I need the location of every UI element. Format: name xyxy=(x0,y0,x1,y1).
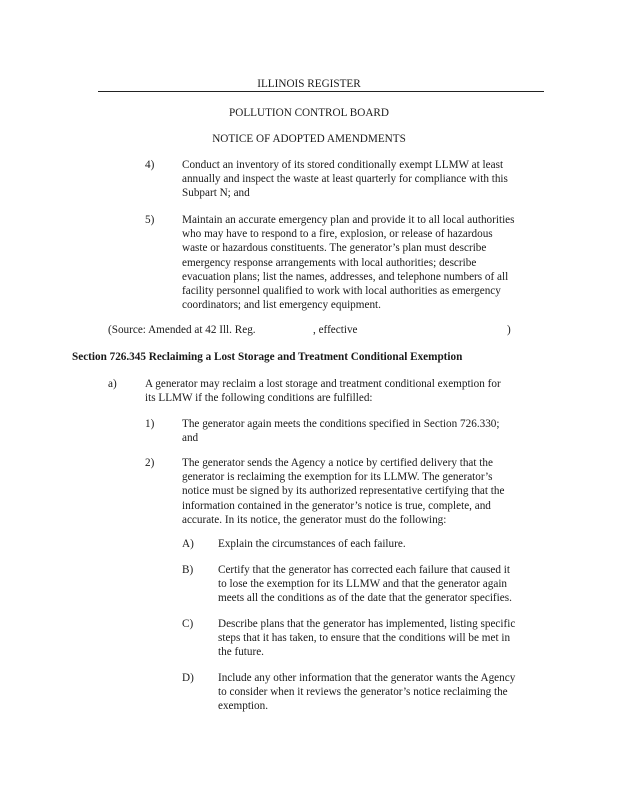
text-line: facility personnel qualified to work with local authorities as emergency xyxy=(182,285,501,298)
header-rule xyxy=(98,91,544,92)
text-line: coordinators; and list emergency equipment. xyxy=(182,299,381,312)
item-number: 4) xyxy=(145,159,155,171)
text-line: waste or hazardous constituents. The generator’s plan must describe xyxy=(182,242,487,255)
text-line: Conduct an inventory of its stored conditionally exempt LLMW at least xyxy=(182,159,504,171)
list-item xyxy=(182,456,504,527)
text-line: notice must be signed by its authorized representative certifying that the xyxy=(182,485,505,498)
text-line: Certify that the generator has corrected each failure that caused it xyxy=(218,564,510,576)
item-letter: C) xyxy=(182,618,194,630)
text-line: The generator again meets the conditions specified in Section 726.330; xyxy=(182,418,500,430)
paragraph-label: a) xyxy=(108,378,117,390)
section-heading: Section 726.345 Reclaiming a Lost Storage and Treatment Conditional Exemption xyxy=(72,351,463,363)
text-line: Describe plans that the generator has implemented, listing specific xyxy=(218,618,516,630)
text-line: meets all the conditions as of the date that the generator specifies. xyxy=(218,592,512,605)
list-item xyxy=(218,671,515,714)
source-close: ) xyxy=(507,324,511,336)
source-note: (Source: Amended at 42 Ill. Reg. xyxy=(108,324,256,336)
text-line: who may have to respond to a fire, explosion, or release of hazardous xyxy=(182,228,493,241)
text-line: accurate. In its notice, the generator must do the following: xyxy=(182,513,447,526)
text-line: Explain the circumstances of each failure. xyxy=(218,538,406,550)
text-line: steps that it has taken, to ensure that the conditions will be met in xyxy=(218,632,511,645)
item-number: 2) xyxy=(145,457,155,469)
text-line: to lose the exemption for its LLMW and that the generator again xyxy=(218,578,508,591)
text-line: evacuation plans; list the names, addresses, and telephone numbers of all xyxy=(182,270,509,283)
item-letter: B) xyxy=(182,564,194,576)
text-line: exemption. xyxy=(218,700,269,713)
text-line: The generator sends the Agency a notice by certified delivery that the xyxy=(182,457,493,469)
text-line: generator is reclaiming the exemption for its LLMW. The generator’s xyxy=(182,471,493,484)
list-item xyxy=(218,563,512,606)
item-letter: D) xyxy=(182,672,194,684)
list-item xyxy=(182,158,508,201)
item-number: 1) xyxy=(145,418,155,430)
board-title: POLLUTION CONTROL BOARD xyxy=(229,107,389,119)
item-number: 5) xyxy=(145,214,155,226)
text-line: emergency response arrangements with local authorities; describe xyxy=(182,256,477,269)
text-line: and xyxy=(182,432,199,445)
text-line: information contained in the generator’s notice is true, complete, and xyxy=(182,499,491,512)
register-title: ILLINOIS REGISTER xyxy=(257,78,361,90)
list-item xyxy=(182,417,500,445)
source-effective: , effective xyxy=(313,324,358,336)
notice-title: NOTICE OF ADOPTED AMENDMENTS xyxy=(212,133,406,145)
text-line: to consider when it reviews the generator’s notice reclaiming the xyxy=(218,686,508,699)
text-line: its LLMW if the following conditions are fulfilled: xyxy=(145,392,373,405)
text-line: the future. xyxy=(218,646,264,659)
text-line: annually and inspect the waste at least quarterly for compliance with this xyxy=(182,173,508,186)
text-line: Maintain an accurate emergency plan and provide it to all local authorities xyxy=(182,214,515,226)
text-line: Subpart N; and xyxy=(182,187,250,200)
text-line: A generator may reclaim a lost storage and treatment conditional exemption for xyxy=(145,378,501,390)
list-item xyxy=(182,213,515,312)
text-line: Include any other information that the generator wants the Agency xyxy=(218,672,516,684)
list-item xyxy=(218,617,515,660)
paragraph-text xyxy=(145,377,501,405)
item-letter: A) xyxy=(182,538,194,550)
list-item xyxy=(218,537,406,551)
